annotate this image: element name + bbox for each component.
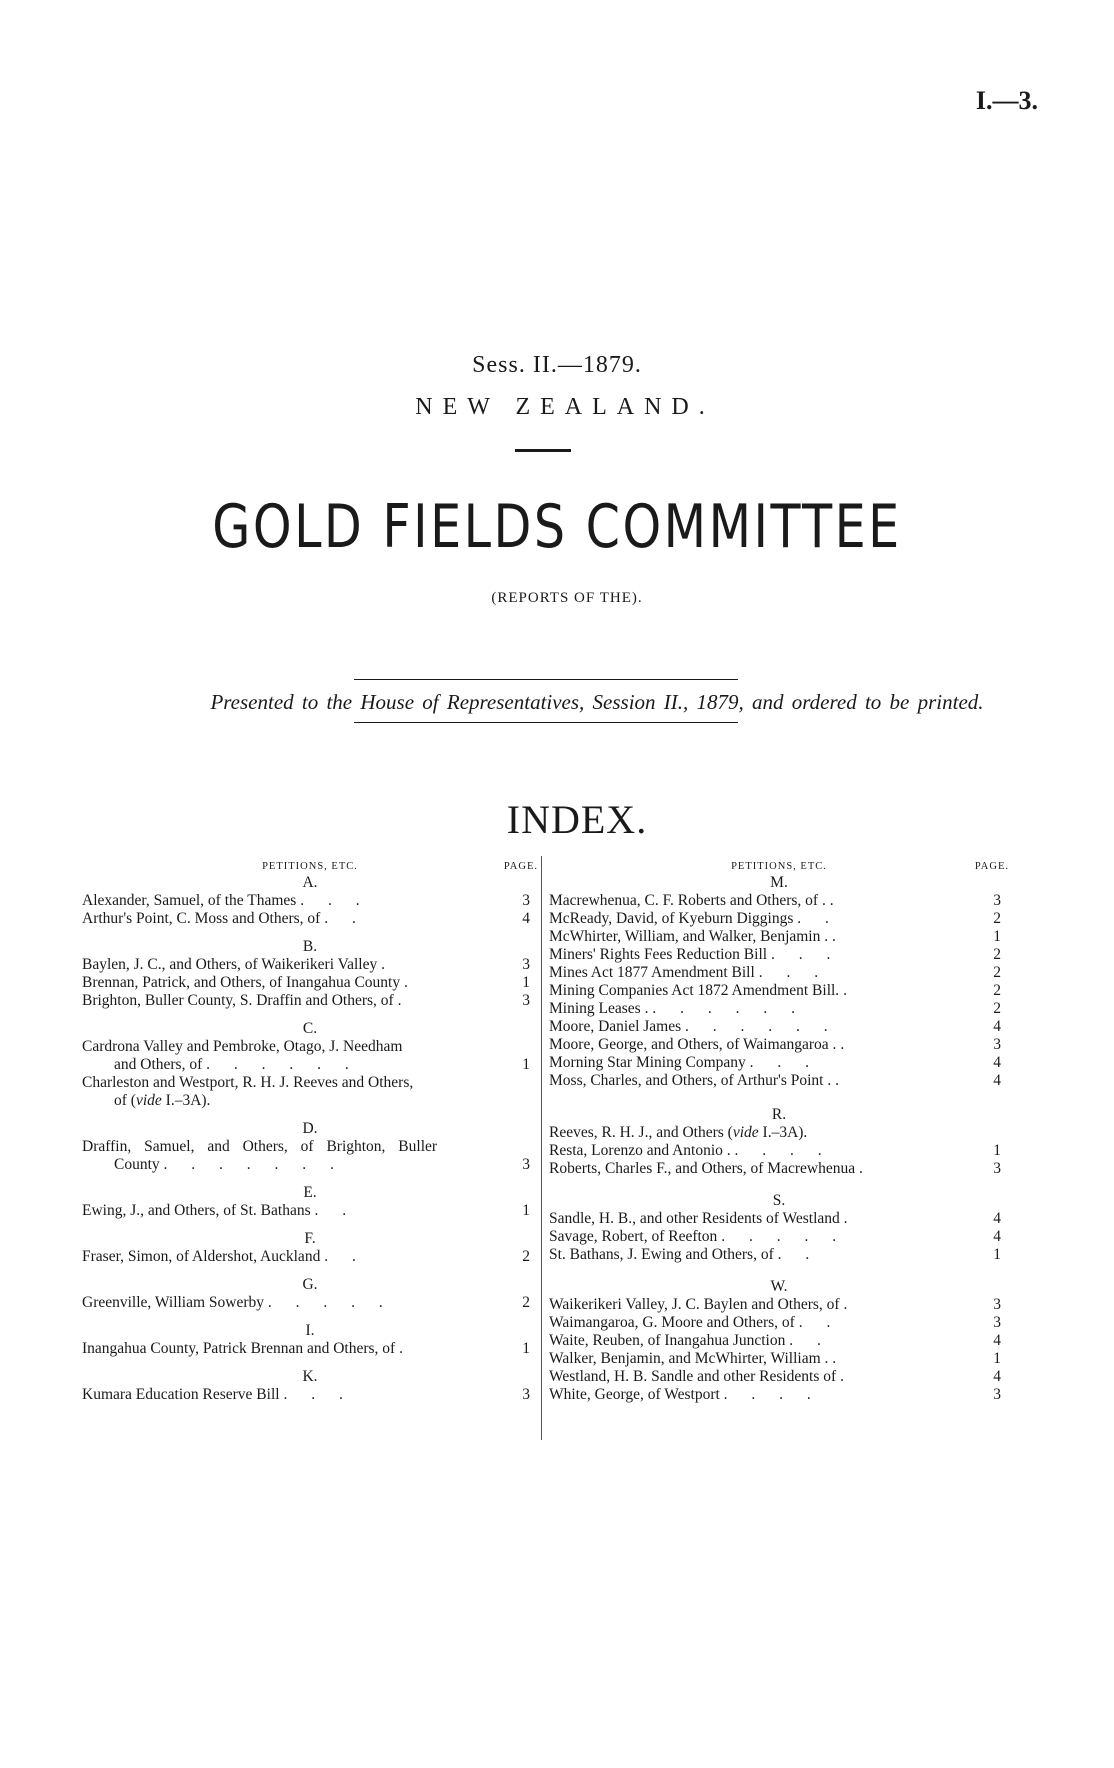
entry-text: Kumara Education Reserve Bill [82, 1386, 280, 1403]
index-entry [549, 1314, 1009, 1332]
column-header-left [82, 858, 538, 874]
letter-heading-e: E. [303, 1184, 317, 1201]
index-entry [82, 892, 538, 910]
leader-dots: . . [324, 1248, 366, 1265]
index-column-right [549, 858, 1009, 1404]
entry-text: Morning Star Mining Company [549, 1054, 746, 1071]
entry-text: Ewing, J., and Others, of St. Bathans [82, 1202, 311, 1219]
letter-heading-c: C. [302, 1020, 318, 1037]
leader-dots: . . . [749, 1054, 820, 1071]
entry-page: 3 [522, 1156, 530, 1173]
entry-text: St. Bathans, J. Ewing and Others, of [549, 1246, 774, 1263]
entry-page: 1 [522, 974, 530, 991]
leader-dots: . [381, 956, 395, 973]
entry-page: 2 [522, 1294, 530, 1311]
letter-heading-g: G. [302, 1276, 318, 1293]
entry-page: 2 [522, 1248, 530, 1265]
entry-text: Mines Act 1877 Amendment Bill [549, 964, 755, 981]
entry-page: 3 [993, 1160, 1001, 1177]
entry-page: 1 [993, 1142, 1001, 1159]
index-entry [82, 956, 538, 974]
leader-dots: . . . [758, 964, 829, 981]
index-entry [82, 1386, 538, 1404]
entry-text: Westland, H. B. Sandle and other Residents of [549, 1368, 837, 1385]
leader-dots: . [858, 1160, 873, 1177]
index-entry [549, 1228, 1009, 1246]
index-entry [549, 1000, 1009, 1018]
letter-heading-b: B. [302, 938, 318, 955]
entry-page: 2 [993, 1000, 1001, 1017]
page-number: I.—3. [975, 86, 1038, 115]
entry-page: 1 [993, 928, 1001, 945]
short-rule-divider [515, 449, 571, 452]
entry-text: Waite, Reuben, of Inangahua Junction [549, 1332, 786, 1349]
letter-heading-s: S. [772, 1192, 786, 1209]
index-entry [82, 992, 538, 1010]
entry-text: Inangahua County, Patrick Brennan and Others, of . [82, 1340, 403, 1357]
index-entry [82, 1038, 538, 1074]
leader-dots: . . . . . . [206, 1056, 359, 1073]
index-entry [549, 1246, 1009, 1264]
leader-dots: . . [314, 1202, 357, 1219]
index-entry [82, 1074, 538, 1110]
entry-page: 3 [522, 992, 530, 1009]
leader-dots: . . [798, 1314, 841, 1331]
leader-dots: . [840, 1368, 854, 1385]
index-entry [549, 1018, 1009, 1036]
index-entry [549, 1296, 1009, 1314]
column-header-right [549, 858, 1009, 874]
petitions-header: PETITIONS, ETC. [262, 861, 358, 872]
leader-dots: . . . [283, 1386, 353, 1403]
entry-text: Reeves, R. H. J., and Others (vide I.–3A). [549, 1124, 808, 1141]
leader-dots: . [840, 1036, 855, 1053]
entry-text: Miners' Rights Fees Reduction Bill [549, 946, 768, 963]
leader-dots: . [835, 1072, 849, 1089]
entry-page: 2 [993, 910, 1001, 927]
index-entry [549, 1124, 1009, 1142]
index-entry [549, 910, 1009, 928]
leader-dots: . [832, 1350, 847, 1367]
index-entry [549, 1036, 1009, 1054]
entry-page: 4 [993, 1054, 1001, 1071]
entry-page: 4 [993, 1018, 1001, 1035]
entry-text: Charleston and Westport, R. H. J. Reeves and Others, [82, 1074, 414, 1091]
entry-text: Macrewhenua, C. F. Roberts and Others, of . [549, 892, 826, 909]
presented-statement: Presented to the House of Representatives, Session II., 1879, and ordered to be printed. [210, 690, 984, 714]
entry-text: Savage, Robert, of Reefton [549, 1228, 718, 1245]
rule-bottom-divider [354, 722, 738, 723]
index-entry [82, 974, 538, 992]
entry-page: 1 [993, 1350, 1001, 1367]
entry-page: 2 [993, 982, 1001, 999]
entry-page: 4 [993, 1228, 1001, 1245]
entry-page: 3 [522, 1386, 530, 1403]
leader-dots: . . [777, 1246, 820, 1263]
entry-page: 3 [993, 1296, 1001, 1313]
leader-dots: . . . [770, 946, 841, 963]
index-entry [549, 892, 1009, 910]
entry-page: 1 [522, 1202, 530, 1219]
entry-page: 3 [993, 1036, 1001, 1053]
column-divider [541, 856, 542, 1440]
letter-heading-a: A. [302, 874, 318, 891]
entry-text: Waimangaroa, G. Moore and Others, of [549, 1314, 795, 1331]
entry-text: Cardrona Valley and Pembroke, Otago, J. Needham [82, 1038, 403, 1055]
leader-dots: . . . . . . [685, 1018, 838, 1035]
entry-text: and Others, of [114, 1056, 203, 1073]
entry-text: Brighton, Buller County, S. Draffin and Others, of [82, 992, 394, 1009]
letter-heading-d: D. [302, 1120, 318, 1137]
entry-text: Waikerikeri Valley, J. C. Baylen and Others, of [549, 1296, 840, 1313]
entry-page: 2 [993, 964, 1001, 981]
page-header: PAGE. [503, 861, 538, 872]
entry-page: 3 [522, 956, 530, 973]
index-entry [82, 1248, 538, 1266]
leader-dots: . . . . . [721, 1228, 847, 1245]
entry-page: 2 [993, 946, 1001, 963]
entry-text: County [114, 1156, 160, 1173]
country-heading: NEW ZEALAND. [415, 394, 715, 420]
leader-dots: . . [789, 1332, 831, 1349]
entry-text: Mining Leases . [549, 1000, 649, 1017]
leader-dots: . . [324, 910, 366, 927]
entry-text: Sandle, H. B., and other Residents of Westland [549, 1210, 840, 1227]
leader-dots: . . . . . [267, 1294, 393, 1311]
entry-page: 4 [522, 910, 530, 927]
leader-dots: . [829, 892, 844, 909]
index-column-left [82, 858, 538, 1404]
session-line: Sess. II.—1879. [472, 352, 642, 378]
entry-page: 3 [993, 892, 1001, 909]
index-entry [82, 1340, 538, 1358]
entry-page: 4 [993, 1368, 1001, 1385]
leader-dots: . . . . [723, 1386, 821, 1403]
entry-text: of (vide I.–3A). [114, 1092, 211, 1109]
index-entry [549, 964, 1009, 982]
entry-text: McWhirter, William, and Walker, Benjamin . [549, 928, 829, 945]
entry-page: 1 [522, 1056, 530, 1073]
entry-text: Alexander, Samuel, of the Thames [82, 892, 297, 909]
index-entry [549, 1350, 1009, 1368]
leader-dots: . [843, 1210, 858, 1227]
entry-text: Roberts, Charles F., and Others, of Macrewhenua [549, 1160, 856, 1177]
entry-page: 4 [993, 1332, 1001, 1349]
entry-page: 1 [993, 1246, 1001, 1263]
index-entry [82, 1202, 538, 1220]
entry-text: Mining Companies Act 1872 Amendment Bill. [549, 982, 840, 999]
entry-page: 3 [993, 1314, 1001, 1331]
index-entry [549, 1054, 1009, 1072]
letter-heading-k: K. [302, 1368, 318, 1385]
index-entry [549, 928, 1009, 946]
rule-top-divider [354, 679, 738, 680]
entry-text: Moore, Daniel James [549, 1018, 682, 1035]
index-entry [82, 1138, 538, 1174]
leader-dots: . . . . [734, 1142, 832, 1159]
index-entry [549, 1142, 1009, 1160]
index-entry [549, 1210, 1009, 1228]
leader-dots: . [397, 992, 412, 1009]
letter-heading-m: M. [770, 874, 788, 891]
entry-text: Arthur's Point, C. Moss and Others, of [82, 910, 321, 927]
index-entry [549, 982, 1009, 1000]
entry-page: 3 [993, 1386, 1001, 1403]
document-subtitle: (REPORTS OF THE). [491, 590, 643, 606]
entry-text: White, George, of Westport [549, 1386, 720, 1403]
entry-text: Walker, Benjamin, and McWhirter, William . [549, 1350, 829, 1367]
leader-dots: . . . . . . [652, 1000, 805, 1017]
leader-dots: . . [797, 910, 839, 927]
entry-text: McReady, David, of Kyeburn Diggings [549, 910, 794, 927]
entry-text: Fraser, Simon, of Aldershot, Auckland [82, 1248, 321, 1265]
leader-dots: . [832, 928, 846, 945]
index-entry [549, 1368, 1009, 1386]
index-entry [549, 1072, 1009, 1090]
document-title: GOLD FIELDS COMMITTEE [212, 492, 902, 562]
index-entry [549, 946, 1009, 964]
entry-page: 3 [522, 892, 530, 909]
index-entry [82, 1294, 538, 1312]
entry-text: Draffin, Samuel, and Others, of Brighton, Buller [82, 1138, 438, 1155]
letter-heading-f: F. [304, 1230, 316, 1247]
letter-heading-r: R. [771, 1106, 787, 1123]
entry-text: Greenville, William Sowerby [82, 1294, 265, 1311]
entry-text: Resta, Lorenzo and Antonio . [549, 1142, 731, 1159]
entry-text: Moore, George, and Others, of Waimangaroa . [549, 1036, 837, 1053]
index-entry [82, 910, 538, 928]
entry-text: Brennan, Patrick, and Others, of Inangahua County . [82, 974, 408, 991]
letter-heading-w: W. [770, 1278, 788, 1295]
leader-dots: . [843, 982, 857, 999]
entry-page: 4 [993, 1072, 1001, 1089]
index-heading: INDEX. [506, 797, 648, 842]
leader-dots: . . . [300, 892, 370, 909]
entry-text: Moss, Charles, and Others, of Arthur's Point . [549, 1072, 832, 1089]
letter-heading-i: I. [305, 1322, 315, 1339]
index-entry [549, 1332, 1009, 1350]
entry-text: Baylen, J. C., and Others, of Waikerikeri Valley [82, 956, 378, 973]
leader-dots: . [843, 1296, 858, 1313]
leader-dots: . . . . . . . [163, 1156, 344, 1173]
entry-page: 1 [522, 1340, 530, 1357]
petitions-header: PETITIONS, ETC. [731, 861, 827, 872]
page-header: PAGE. [974, 861, 1009, 872]
index-entry [549, 1386, 1009, 1404]
entry-page: 4 [993, 1210, 1001, 1227]
index-entry [549, 1160, 1009, 1178]
